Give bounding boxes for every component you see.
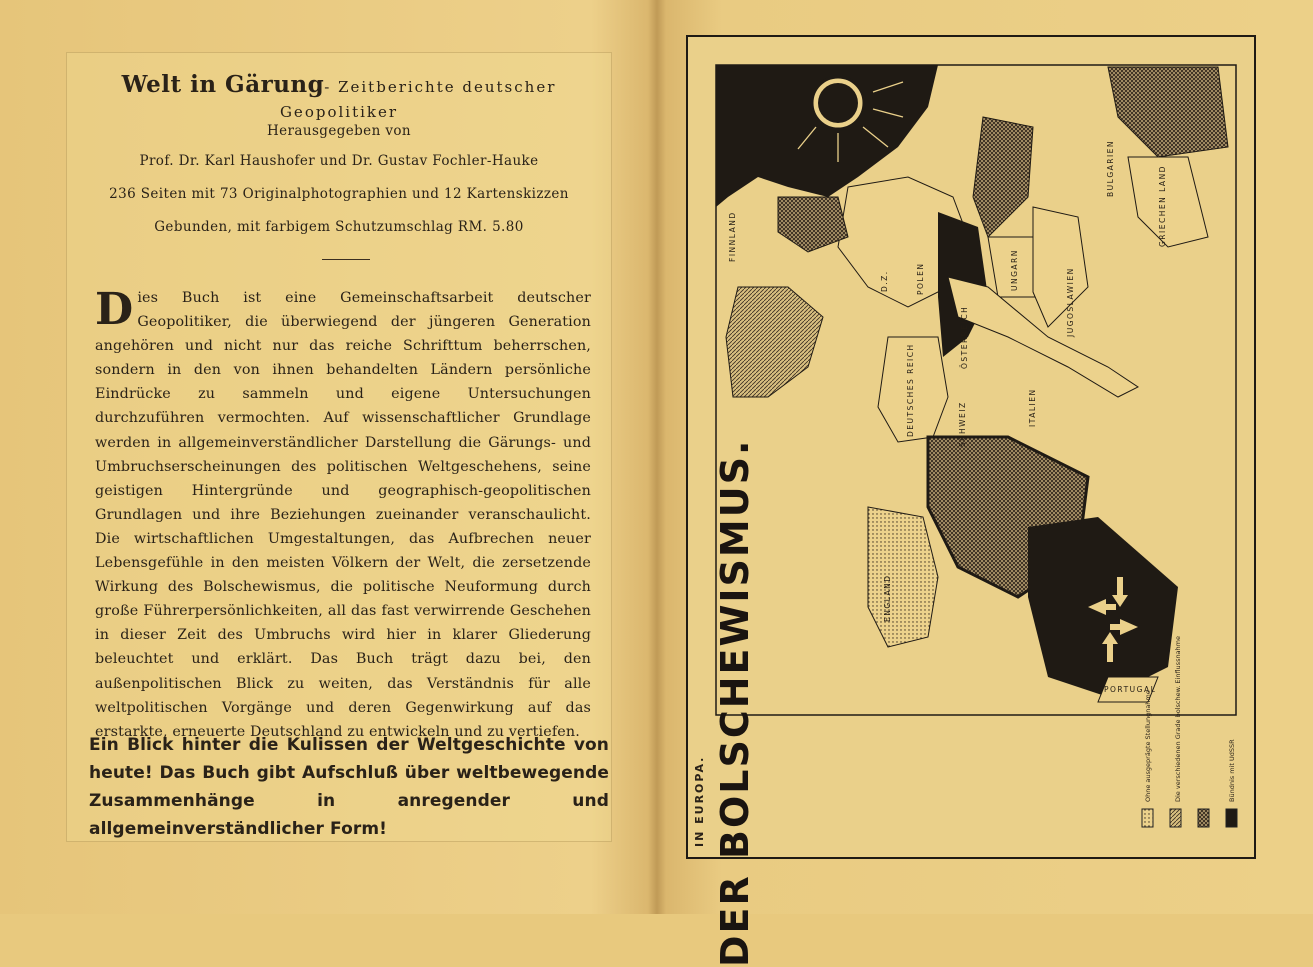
label-polen: POLEN [916,262,925,295]
legend-box-crosshatch [1198,809,1209,827]
label-finnland: FINNLAND [728,211,737,262]
label-danzig: D.Z. [880,270,889,292]
label-portugal: PORTUGAL [1104,685,1157,694]
label-oesterreich: ÖSTERREICH [960,305,969,369]
label-griechenland: GRIECHEN LAND [1158,165,1167,247]
page-count: 236 Seiten mit 73 Originalphotographien und 12 Kartenskizzen [109,186,569,202]
label-schweiz: SCHWEIZ [958,401,967,447]
label-italien: ITALIEN [1028,388,1037,427]
map-subtitle: IN EUROPA. [693,755,706,847]
label-deutsches-reich: DEUTSCHES REICH [906,343,915,437]
legend-label-2: Die verschiedenen Grade bolschew. Einflussnahme [1174,635,1182,802]
label-jugoslawien: JUGOSLAWIEN [1066,267,1075,337]
ussr-emblem-core [818,83,858,123]
label-england: ENGLAND [883,574,892,622]
binding-price: Gebunden, mit farbigem Schutzumschlag RM. 5.80 [154,219,524,235]
title-sub: - Zeitberichte deutscher Geopolitiker [279,78,557,121]
legend-box-dots [1142,809,1153,827]
editor-intro: Herausgegeben von [266,123,411,139]
book-title [67,71,611,123]
body-paragraph [95,286,591,744]
legend-label-4: Bündnis mit UdSSR [1228,739,1236,802]
divider [322,259,370,260]
book-gutter [648,0,666,914]
label-ungarn: UNGARN [1010,249,1019,291]
editors: Prof. Dr. Karl Haushofer und Dr. Gustav Fochler-Hauke [139,153,539,169]
tagline: Ein Blick hinter die Kulissen der Weltgeschichte von heute! Das Buch gibt Aufschluß über weltbewegende Zusammenhänge in anregender und allgemeinverständlicher Form! [89,735,609,839]
title-main: Welt in Gärung [121,71,325,98]
legend-box-hatch [1170,809,1181,827]
body-text: ies Buch ist eine Gemeinschaftsarbeit deutscher Geopolitiker, die überwiegend der jüngeren Generation angehören und nicht nur das reiche Schrifttum beherrschen, sondern in den von ihnen behandelten Ländern persönliche Eindrücke zu sammeln und eigene Untersuchungen durchzuführen vermochten. Auf wissenschaftlicher Grundlage werden in allgemeinverständlicher Darstellung die Gärungs- und Umbruchserscheinungen des politischen Weltgeschehens, seine geistigen Hintergründe und geographisch-geopolitischen Grundlagen und ihre Beziehungen zueinander veranschaulicht. Die wirtschaftlichen Umgestaltungen, das Aufbrechen neuer Lebensgefühle in den meisten Völkern der Welt, die zersetzende Wirkung des Bolschewismus, die politische Neuformung durch große Führerpersönlichkeiten, all das fast verwirrende Geschehen in dieser Zeit des Umbruchs wird hier in klarer Gliederung beleuchtet und erklärt. Das Buch trägt dazu bei, den außenpolitischen Blick zu weiten, das Verständnis für alle weltpolitischen Vorgänge und deren Gegenwirkung auf das erstarkte, erneuerte Deutschland zu entwickeln und zu vertiefen. [95,290,591,740]
left-page [66,52,612,842]
map-frame [686,35,1256,967]
map-title: DER BOLSCHEWISMUS. [713,438,757,967]
drop-cap: D [95,284,134,335]
label-bulgarien: BULGARIEN [1106,139,1115,197]
legend-label-1: Ohne ausgeprägte Stellungnahme [1144,690,1152,802]
legend-box-solid [1226,809,1237,827]
